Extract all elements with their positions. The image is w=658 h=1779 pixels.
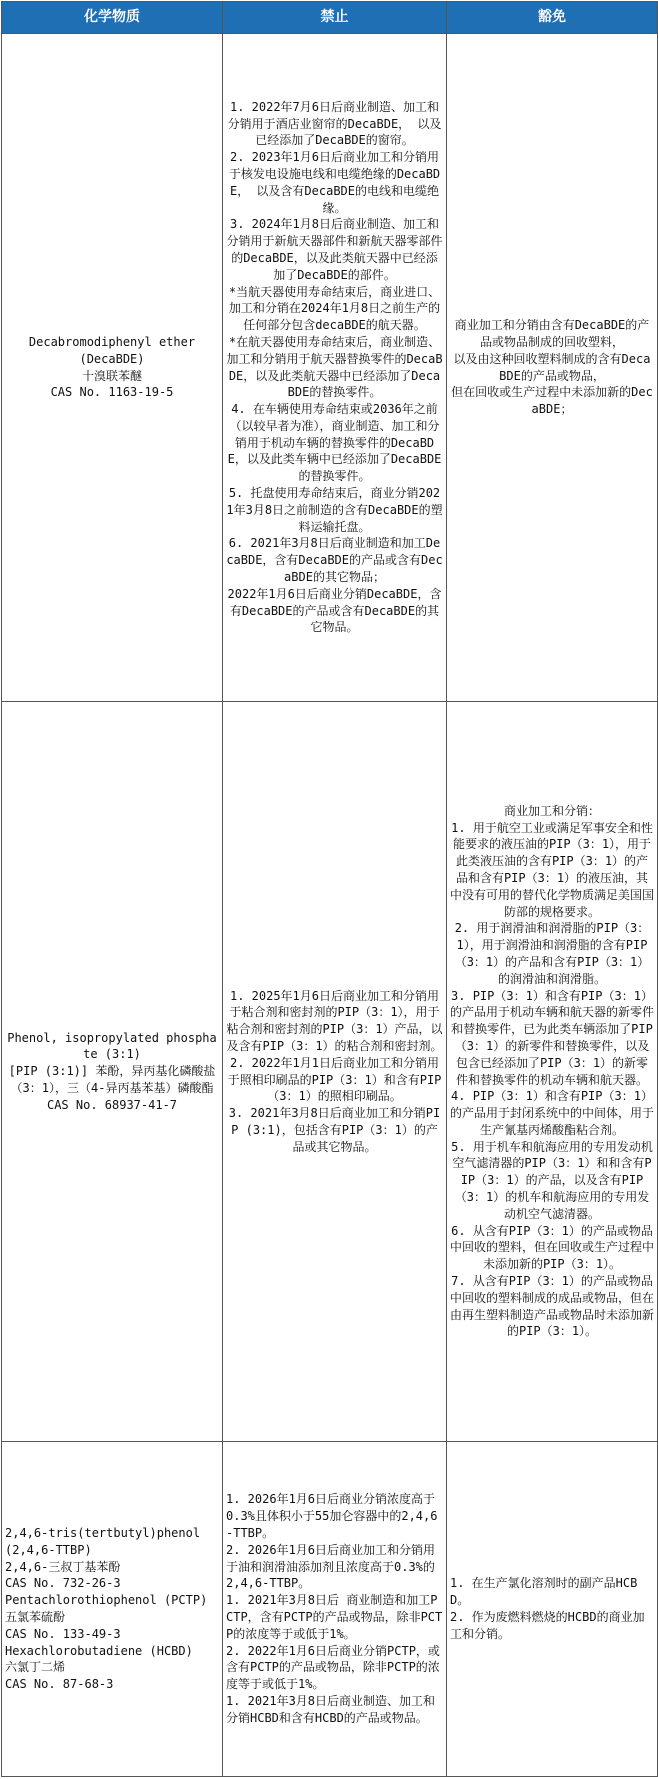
substance-line: [PIP (3:1)] 苯酚，异丙基化磷酸盐（3：1），三（4-异丙基苯基）磷酸酯 — [8, 1064, 216, 1095]
prohibition-item: 5. 托盘使用寿命结束后，商业分销2021年3月8日之前制造的含有DecaBDE的塑料运输托盘。 — [226, 486, 443, 534]
table-row-pip — [2, 702, 658, 1442]
prohibition-item: 2022年1月6日后商业分销DecaBDE，含有DecaBDE的产品或含有DecaBDE的其它物品。 — [227, 586, 442, 635]
substance-cell — [2, 702, 223, 1442]
column-header-substance: 化学物质 — [2, 2, 223, 34]
exemption-item: 1. 在生产氯化溶剂时的副产品HCBD。 — [450, 1576, 638, 1608]
prohibition-cell — [223, 1442, 447, 1777]
prohibition-item: 1. 2026年1月6日后商业分销浓度高于0.3%且体积小于55加仑容器中的2,4,6-TTBP。 — [226, 1492, 438, 1541]
prohibition-item: *当航天器使用寿命结束后，商业进口、加工和分销在2024年1月8日之前生产的任何部分包含decaBDE的航天器。 — [228, 284, 441, 333]
exemption-cell — [447, 1442, 658, 1777]
prohibition-item: 2. 2022年1月1日后商业加工和分销用于照相印刷品的PIP（3：1）和含有PIP（3：1）的照相印刷品。 — [227, 1055, 442, 1104]
column-header-prohibition: 禁止 — [223, 2, 447, 34]
substance-line: 六氯丁二烯 — [5, 1660, 66, 1675]
exemption-item: 6. 从含有PIP（3：1）的产品或物品中回收的塑料，但在回收或生产过程中未添加新的PIP（3：1）。 — [450, 1223, 655, 1272]
header-row — [2, 2, 658, 34]
substance-line: Hexachlorobutadiene (HCBD) — [5, 1643, 193, 1658]
substance-line: CAS No. 87-68-3 — [5, 1677, 114, 1692]
prohibition-item: *在航天器使用寿命结束后，商业制造、加工和分销用于航天器替换零件的DecaBDE，以及此类航天器中已经添加了DecaBDE的替换零件。 — [226, 334, 443, 400]
table-row-decabde — [2, 34, 658, 702]
prohibition-item: 2. 2023年1月6日后商业加工和分销用于核发电设施电线和电缆绝缘的DecaBDE， 以及含有DecaBDE的电线和电缆绝缘。 — [228, 150, 441, 215]
substance-line: 十溴联苯醚 — [81, 368, 142, 383]
prohibition-item: 2. 2022年1月6日后商业分销PCTP，或含有PCTP的产品或物品，除非PCTP的浓度等于或低于1%。 — [226, 1643, 440, 1692]
substance-line: CAS No. 1163-19-5 — [50, 385, 174, 400]
exemption-item: 4. PIP（3：1）和含有PIP（3：1）的产品用于封闭系统中的中间体，用于生产氰基丙烯酸酯粘合剂。 — [450, 1089, 655, 1137]
substance-line: Decabromodiphenyl ether — [28, 334, 196, 349]
exemption-item: 2. 作为废燃料燃烧的HCBD的商业加工和分销。 — [450, 1610, 645, 1641]
prohibition-item: 1. 2022年7月6日后商业制造、加工和分销用于酒店业窗帘的DecaBDE， 以及已经添加了DecaBDE的窗帘。 — [227, 99, 442, 148]
prohibition-cell — [223, 702, 447, 1442]
exemption-item: 商业加工和分销由含有DecaBDE的产品或物品制成的回收塑料， — [454, 318, 650, 349]
substance-line: 五氯苯硫酚 — [5, 1610, 66, 1624]
prohibition-item: 3. 2021年3月8日后商业加工和分销PIP (3:1)，包括含有PIP（3：1）的产品或其它物品。 — [228, 1106, 441, 1154]
prohibition-item: 1. 2021年3月8日后 商业制造和加工PCTP，含有PCTP的产品或物品，除非PCTP的浓度等于或低于1%。 — [226, 1593, 443, 1641]
substance-line: CAS No. 133-49-3 — [5, 1626, 121, 1641]
exemption-item: 商业加工和分销： — [503, 803, 600, 818]
prohibition-item: 3. 2024年1月8日后商业制造、加工和分销用于新航天器部件和新航天器零部件的DecaBDE，以及此类航天器中已经添加了DecaBDE的部件。 — [226, 217, 443, 282]
prohibition-item: 1. 2025年1月6日后商业加工和分销用于粘合剂和密封剂的PIP（3：1），用于粘合剂和密封剂的PIP（3：1）产品，以及含有PIP（3：1）的粘合剂和密封剂。 — [226, 988, 443, 1053]
table-row-ttbp-pctp-hcbd — [2, 1442, 658, 1777]
substance-cell — [2, 1442, 223, 1777]
exemption-item: 7. 从含有PIP（3：1）的产品或物品中回收的塑料制成的成品或物品，但在由再生塑料制造产品或物品时未添加新的PIP（3：1）。 — [450, 1274, 655, 1339]
column-header-exemption: 豁免 — [447, 2, 658, 34]
substance-line: Phenol, isopropylated phosphate (3:1) — [7, 1030, 217, 1062]
prohibition-item: 4. 在车辆使用寿命结束或2036年之前（以较早者为准），商业制造、加工和分销用于机动车辆的替换零件的DecaBDE，以及此类车辆中已经添加了DecaBDE的替换零件。 — [227, 402, 442, 484]
substance-line: CAS No. 732-26-3 — [5, 1576, 121, 1591]
prohibition-item: 2. 2026年1月6日后商业加工和分销用于油和润滑油添加剂且浓度高于0.3%的2,4,6-TTBP。 — [226, 1542, 436, 1591]
exemption-item: 以及由这种回收塑料制成的含有DecaBDE的产品或物品， — [453, 351, 651, 383]
exemption-item: 1. 用于航空工业或满足军事安全和性能要求的液压油的PIP（3：1），用于此类液压油的含有PIP（3：1）的产品和含有PIP（3：1）的液压油，其中没有可用的替代化学物质满足美国国防部的规格要求。 — [450, 820, 655, 919]
exemption-item: 但在回收或生产过程中未添加新的DecaBDE； — [451, 385, 653, 417]
exemption-item: 3. PIP（3：1）和含有PIP（3：1）的产品用于机动车辆和航天器的新零件和替换零件，已为此类车辆添加了PIP（3：1）的新零件和替换零件，以及包含已经添加了PIP（3：1）的新零件和替换零件的机动车辆和航天器。 — [450, 988, 655, 1087]
prohibition-item: 6. 2021年3月8日后商业制造和加工DecaBDE，含有DecaBDE的产品或含有DecaBDE的其它物品； — [226, 536, 443, 585]
substance-line: 2,4,6-tris(tertbutyl)phenol (2,4,6-TTBP) — [5, 1526, 201, 1557]
substance-line: 2,4,6-三叔丁基苯酚 — [5, 1559, 121, 1574]
exemption-cell — [447, 34, 658, 702]
exemption-item: 2. 用于润滑油和润滑脂的PIP（3：1），用于润滑油和润滑脂的含有PIP（3：1）的产品和含有PIP（3：1）的润滑油和润滑脂。 — [454, 921, 650, 986]
substance-cell — [2, 34, 223, 702]
substance-line: Pentachlorothiophenol (PCTP) — [5, 1593, 208, 1608]
exemption-item: 5. 用于机车和航海应用的专用发动机空气滤清器的PIP（3：1）和和含有PIP（3：1）的产品，以及含有PIP（3：1）的机车和航海应用的专用发动机空气滤清器。 — [451, 1139, 653, 1221]
prohibition-item: 1. 2021年3月8日后商业制造、加工和分销HCBD和含有HCBD的产品或物品。 — [226, 1693, 436, 1725]
substance-line: (DecaBDE) — [79, 351, 145, 366]
exemption-cell — [447, 702, 658, 1442]
substance-line: CAS No. 68937-41-7 — [46, 1097, 178, 1112]
prohibition-cell — [223, 34, 447, 702]
regulation-table — [1, 1, 658, 1777]
